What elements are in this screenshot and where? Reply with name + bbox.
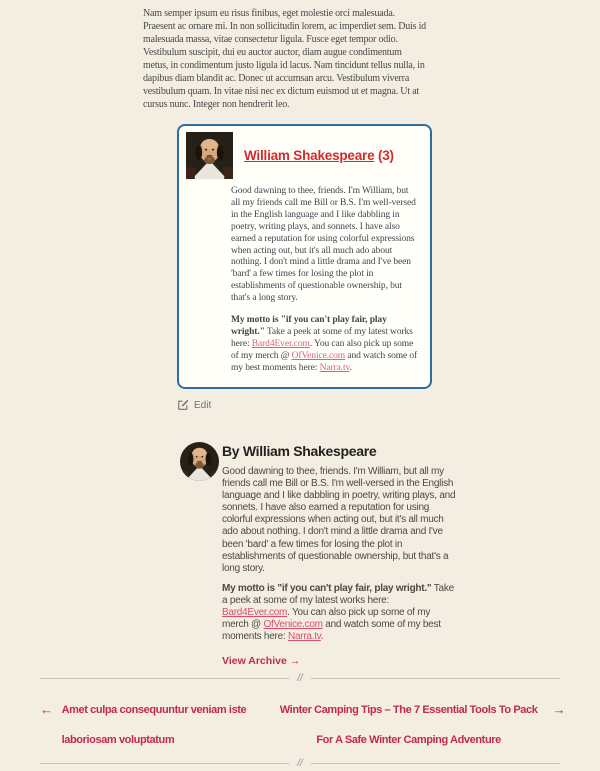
view-archive-label: View Archive	[222, 655, 287, 668]
footer-nav	[40, 695, 566, 755]
author-bio-segment: .	[320, 631, 324, 643]
view-archive-link[interactable]	[222, 655, 300, 667]
footer-divider-bottom	[40, 757, 560, 769]
author-bio-text	[222, 466, 458, 643]
double-slash-glyph: //	[297, 757, 303, 769]
right-arrow-icon: →	[289, 655, 301, 668]
post-navigation-footer	[40, 672, 566, 769]
divider-line	[40, 763, 289, 764]
divider-line	[40, 678, 289, 679]
shakespeare-portrait-image	[186, 132, 233, 179]
next-post-link[interactable]	[274, 695, 566, 755]
author-bio-box	[180, 442, 458, 669]
edit-pencil-icon	[177, 399, 189, 411]
prev-post-title: Amet culpa consequuntur veniam iste laboriosam voluptatum	[61, 704, 247, 746]
author-motto-paragraph	[222, 583, 458, 643]
footer-divider-top	[40, 672, 560, 684]
profile-embed-card	[177, 124, 432, 389]
profile-motto-paragraph	[231, 315, 419, 375]
profile-bio-paragraph: Good dawning to thee, friends. I'm William, but all my friends call me Bill or B.S. I'm well-versed in the English language and I like dabbling in poetry, writing plays, and sonnets. I have also earned a reputation for using colorful expressions when acting out, but it's all much ado about nothing. I don't mind a little drama and I've been 'bard' a few times for losing the plot in establishments of questionable ownership, but that's a long story.	[231, 186, 416, 304]
narra-link[interactable]: Narra.tv	[287, 631, 321, 643]
divider-line	[311, 678, 560, 679]
prev-post-link[interactable]	[40, 695, 274, 755]
edit-label: Edit	[194, 399, 212, 411]
author-bio-segment: and watch some of my best moments here:	[222, 619, 441, 643]
author-heading: By William Shakespeare	[222, 443, 377, 459]
profile-bio-text: .	[349, 362, 352, 373]
narra-link[interactable]: Narra.tv	[319, 362, 350, 373]
author-bio-segment: . You can also pick up some of my merch @	[222, 607, 431, 631]
right-arrow-icon: →	[552, 702, 566, 717]
profile-title-link[interactable]: William Shakespeare	[244, 148, 375, 163]
profile-bio	[231, 186, 419, 375]
left-arrow-icon: ←	[40, 702, 53, 717]
ofvenice-link[interactable]: OfVenice.com	[263, 619, 323, 631]
ofvenice-link[interactable]: OfVenice.com	[291, 350, 346, 361]
next-post-title: Winter Camping Tips – The 7 Essential Tools To Pack For A Safe Winter Camping Adventure	[279, 704, 538, 746]
author-motto-text: My motto is "if you can't play fair, play wright."	[222, 582, 432, 594]
intro-paragraph: Nam semper ipsum eu risus finibus, eget molestie orci malesuada. Praesent ac ornare mi. In non sollicitudin lorem, ac imperdiet sem. Duis id malesuada massa, vitae consectetur ligula. Fusce eget tempor odio. Vestibulum suscipit, dui eu auctor auctor, diam augue condimentum metus, in condimentum justo ligula id lacus. Nam tincidunt tellus nulla, in dapibus diam blandit ac. Donec ut accumsan arcu. Vestibulum viverra vestibulum quam. In vitae nisi nec ex dictum euismod ut et magna. Ut at cursus nunc. Integer non hendrerit leo.	[143, 8, 426, 110]
author-bio-segment: Take a peek at some of my latest works here:	[222, 582, 454, 606]
profile-bio-text: Take a peek at some of my latest works here:	[231, 326, 413, 349]
bard4ever-link[interactable]: Bard4Ever.com	[251, 338, 310, 349]
author-content	[222, 442, 458, 669]
profile-bio-text: and watch some of my best moments here:	[231, 350, 418, 373]
author-bio-paragraph: Good dawning to thee, friends. I'm William, but all my friends call me Bill or B.S. I'm well-versed in the English language and I like dabbling in poetry, writing plays, and sonnets. I have also earned a reputation for using colorful expressions when acting out, but it's all much ado about nothing. I don't mind a little drama and I've been 'bard' a few times for losing the plot in establishments of questionable ownership, but that's a long story.	[222, 466, 456, 574]
profile-motto-text: My motto is "if you can't play fair, play wright."	[231, 315, 387, 337]
bard4ever-link[interactable]: Bard4Ever.com	[222, 607, 288, 619]
shakespeare-avatar-icon	[180, 442, 219, 481]
profile-title	[244, 148, 394, 163]
profile-post-count: (3)	[374, 148, 394, 163]
author-avatar	[180, 442, 219, 481]
profile-bio-text: . You can also pick up some of my merch @	[231, 338, 414, 361]
edit-button[interactable]	[177, 399, 211, 411]
divider-line	[311, 763, 560, 764]
profile-card-header	[186, 132, 424, 179]
shakespeare-portrait-icon	[186, 132, 233, 179]
double-slash-glyph: //	[297, 672, 303, 684]
